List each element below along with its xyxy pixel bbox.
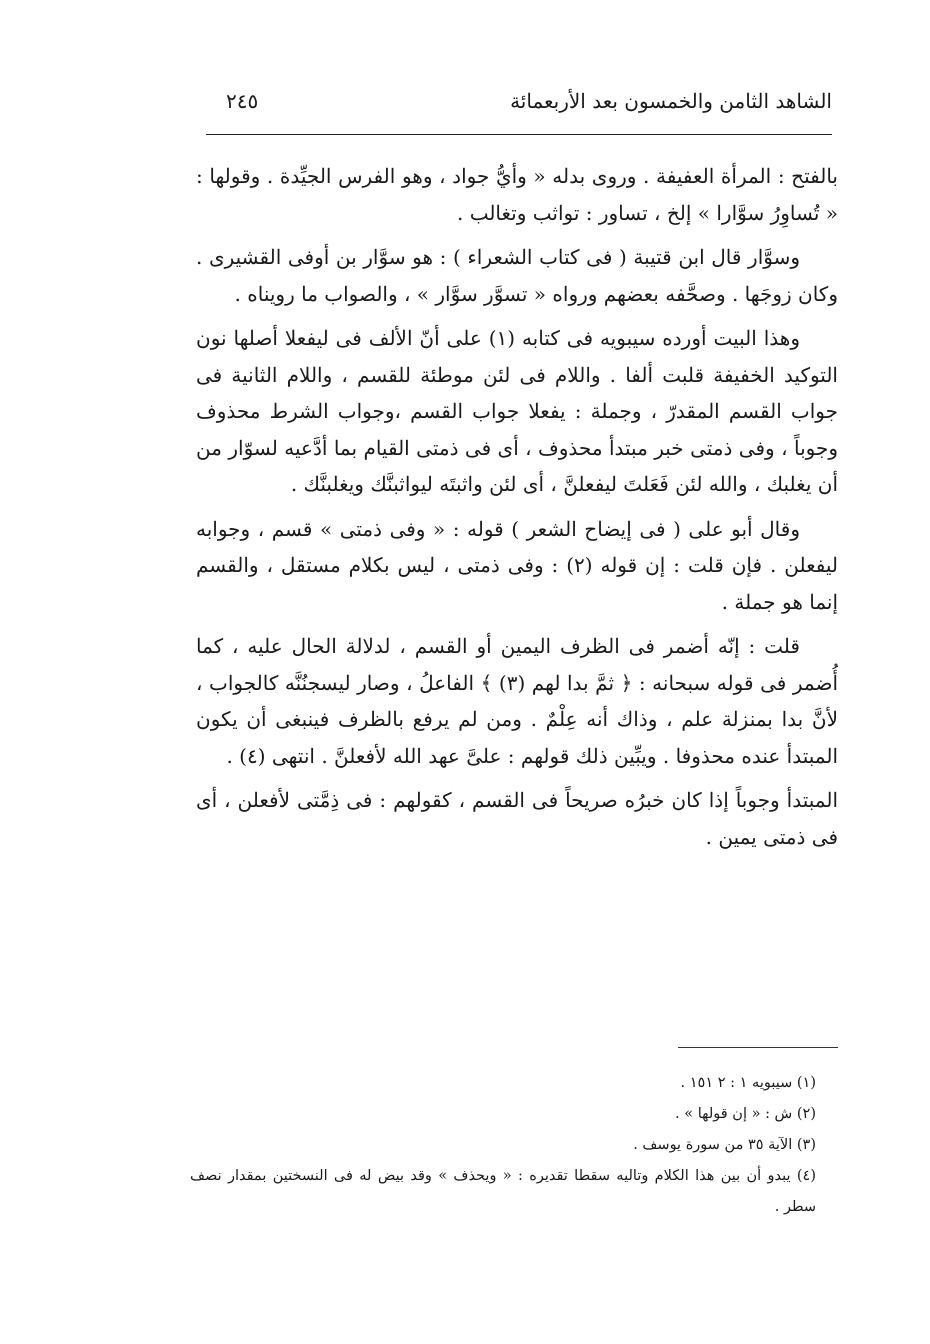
footnote-1: (١) سيبويه ١ : ٢ ١٥١ .: [680, 1075, 816, 1091]
header-divider: [206, 134, 832, 135]
footnote-divider: [678, 1047, 838, 1048]
main-text: [196, 158, 838, 1038]
footnote-4: (٤) يبدو أن بين هذا الكلام وتاليه سقطا تقديره : « ويحذف » وقد بيض له فى النسختين بمقدار نصف سطر .: [190, 1168, 816, 1215]
paragraph-3: وهذا البيت أورده سيبويه فى كتابه (١) على أنّ الألف فى ليفعلا أصلها نون التوكيد الخفيفة قلبت ألفا . واللام فى لئن موطئة للقسم ، واللام الثانية فى جواب القسم المقدرّ ، وجملة : يفعلا جواب القسم ،وجواب الشرط محذوف وجوباً ، وفى ذمتى خبر مبتدأ محذوف ، أى فى ذمتى القيام بما أدَّعيه لسوّار من أن يغلبك ، والله لئن فَعَلتَ ليفعلنَّ ، أى لئن واثبتَه ليواثبنَّك ويغلبنَّك .: [196, 326, 838, 496]
page-number: ٢٤٥: [226, 89, 259, 113]
paragraph-1: بالفتح : المرأة العفيفة . وروى بدله « وأيُّ جواد ، وهو الفرس الجيِّدة . وقولها : « تُساوِرُ سوَّارا » إلخ ، تساور : تواثب وتغالب .: [196, 164, 838, 225]
paragraph-4: وقال أبو على ( فى إيضاح الشعر ) قوله : « وفى ذمتى » قسم ، وجوابه ليفعلن . فإن قلت : إن قوله (٢) : وفى ذمتى ، ليس بكلام مستقل ، والقسم إنما هو جملة .: [196, 516, 838, 614]
running-title: الشاهد الثامن والخمسون بعد الأربعمائة: [510, 89, 832, 113]
page-header: [206, 86, 832, 122]
footnote-2: (٢) ش : « إن قولها » .: [675, 1106, 816, 1122]
paragraph-6: المبتدأ وجوباً إذا كان خبرُه صريحاً فى القسم ، كقولهم : فى ذِمَّتى لأفعلن ، أى فى ذمتى يمين .: [196, 788, 838, 849]
footnote-3: (٣) الآية ٣٥ من سورة يوسف .: [633, 1137, 816, 1153]
paragraph-5: قلت : إنّه أضمر فى الظرف اليمين أو القسم ، لدلالة الحال عليه ، كما أُضمر فى قوله سبحانه : ﴿ ثمَّ بدا لهم (٣) ﴾ الفاعلُ ، وصار ليسجنُنَّه كالجواب ، لأنَّ بدا بمنزلة علم ، وذاك أنه عِلْمٌ . ومن لم يرفع بالظرف فينبغى أن يكون المبتدأ عنده محذوفا . ويبِّين ذلك قولهم : علىَّ عهد الله لأفعلنَّ . انتهى (٤) .: [196, 634, 838, 768]
paragraph-2: وسوَّار قال ابن قتيبة ( فى كتاب الشعراء ) : هو سوَّار بن أوفى القشيرى . وكان زوجَها . وصحَّفه بعضهم ورواه « تسوَّر سوَّار » ، والصواب ما رويناه .: [196, 245, 838, 306]
footnotes: [190, 1068, 838, 1248]
